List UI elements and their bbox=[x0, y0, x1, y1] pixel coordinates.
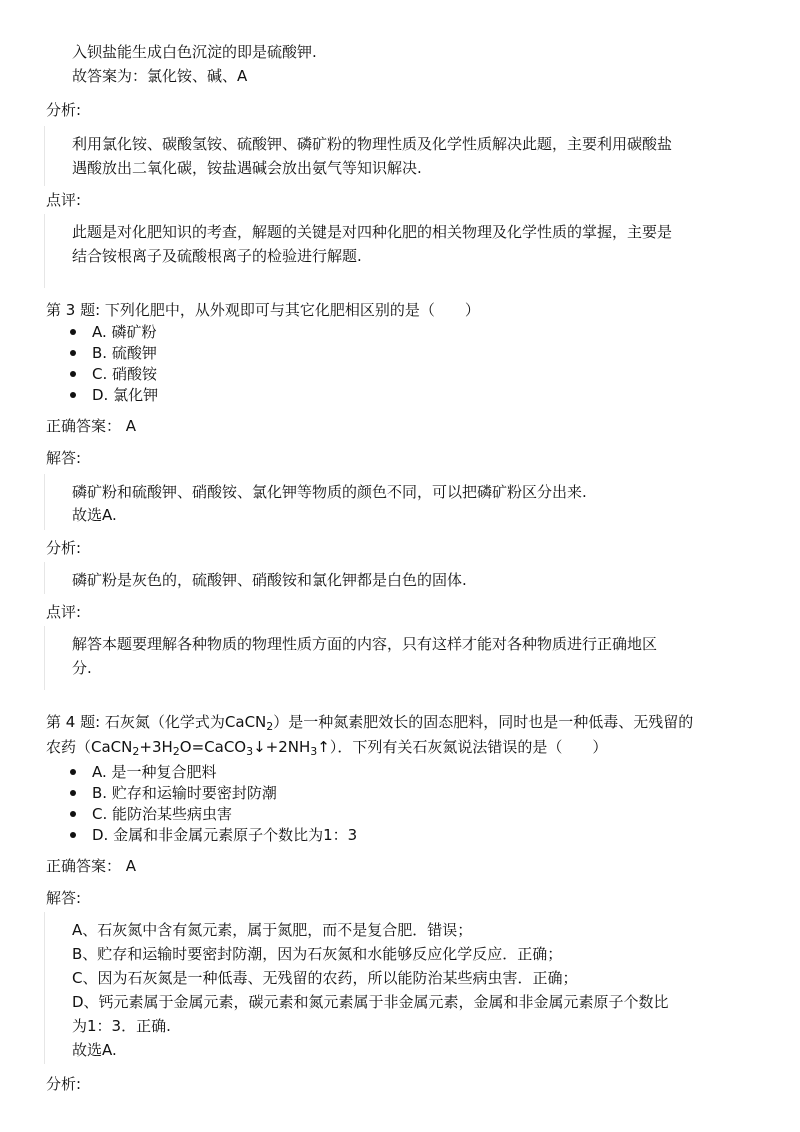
q4-solution-quote-bar bbox=[44, 912, 45, 1064]
q3-solution-quote-bar bbox=[44, 474, 45, 530]
q2-analysis-line-2: 遇酸放出二氧化碳，铵盐遇碱会放出氨气等知识解决. bbox=[72, 159, 422, 177]
q4-option-d-text: D. 金属和非金属元素原子个数比为1：3 bbox=[92, 826, 358, 844]
q3-option-d-text: D. 氯化钾 bbox=[92, 386, 159, 404]
q3-question: 第 3 题: 下列化肥中，从外观即可与其它化肥相区别的是（ ） bbox=[46, 301, 480, 319]
q2-analysis-quote-bar bbox=[44, 126, 45, 186]
q3-solution-line-1: 磷矿粉和硫酸钾、硝酸铵、氯化钾等物质的颜色不同，可以把磷矿粉区分出来. bbox=[72, 483, 587, 501]
q4-solution-line-5: 为1：3．正确. bbox=[72, 1017, 171, 1035]
q4-option-d bbox=[92, 823, 357, 847]
q4-q-sub1: 2 bbox=[266, 720, 274, 733]
q4-question-line-1 bbox=[46, 710, 693, 734]
q3-solution-line-2: 故选A. bbox=[72, 506, 117, 524]
q3-answer: 正确答案： A bbox=[46, 417, 137, 435]
q4-solution-label: 解答: bbox=[46, 889, 82, 907]
q4-solution-line-3: C、因为石灰氮是一种低毒、无残留的农药，所以能防治某些病虫害．正确； bbox=[72, 969, 578, 987]
q4-solution-line-2: B、贮存和运输时要密封防潮，因为石灰氮和水能够反应化学反应．正确； bbox=[72, 945, 563, 963]
q4-q2-part1: 农药（CaCN bbox=[46, 738, 133, 756]
q4-q2-sub1: 2 bbox=[132, 745, 140, 758]
q2-comment-line-1: 此题是对化肥知识的考查，解题的关键是对四种化肥的相关物理及化学性质的掌握，主要是 bbox=[72, 223, 673, 241]
q4-q2-sub3: 3 bbox=[246, 745, 254, 758]
q2-analysis-label: 分析: bbox=[46, 101, 82, 119]
q3-analysis-line-1: 磷矿粉是灰色的，硫酸钾、硝酸铵和氯化钾都是白色的固体. bbox=[72, 571, 467, 589]
q3-option-b-text: B. 硫酸钾 bbox=[92, 344, 157, 362]
q3-solution-label: 解答: bbox=[46, 449, 82, 467]
q2-comment-line-2: 结合铵根离子及硫酸根离子的检验进行解题. bbox=[72, 247, 362, 265]
q4-option-a-text: A. 是一种复合肥料 bbox=[92, 763, 217, 781]
q2-solution-line-2: 故答案为：氯化铵、碱、A bbox=[72, 67, 248, 85]
q4-option-b-text: B. 贮存和运输时要密封防潮 bbox=[92, 784, 277, 802]
q3-option-d bbox=[92, 383, 158, 407]
q4-solution-line-1: A、石灰氮中含有氮元素，属于氮肥，而不是复合肥．错误； bbox=[72, 921, 473, 939]
q2-solution-line-1: 入钡盐能生成白色沉淀的即是硫酸钾. bbox=[72, 43, 317, 61]
q4-q2-sub2: 2 bbox=[172, 745, 180, 758]
q3-option-c-text: C. 硝酸铵 bbox=[92, 365, 158, 383]
q2-comment-label: 点评: bbox=[46, 191, 82, 209]
q3-comment-line-1: 解答本题要理解各种物质的物理性质方面的内容，只有这样才能对各种物质进行正确地区 bbox=[72, 635, 658, 653]
q3-comment-line-2: 分. bbox=[72, 659, 92, 677]
q4-q-part1: 第 4 题: 石灰氮（化学式为CaCN bbox=[46, 713, 267, 731]
q2-analysis-line-1: 利用氯化铵、碳酸氢铵、硫酸钾、磷矿粉的物理性质及化学性质解决此题，主要利用碳酸盐 bbox=[72, 135, 673, 153]
q3-analysis-label: 分析: bbox=[46, 539, 82, 557]
q4-q2-sub4: 3 bbox=[310, 745, 318, 758]
q3-option-a-text: A. 磷矿粉 bbox=[92, 323, 157, 341]
q4-q2-part4: ↓+2NH bbox=[253, 738, 311, 756]
q4-answer: 正确答案： A bbox=[46, 857, 137, 875]
q4-solution-line-4: D、钙元素属于金属元素，碳元素和氮元素属于非金属元素，金属和非金属元素原子个数比 bbox=[72, 993, 669, 1011]
q4-q2-part2: +3H bbox=[139, 738, 173, 756]
q4-q2-part3: O=CaCO bbox=[179, 738, 247, 756]
q3-comment-label: 点评: bbox=[46, 603, 82, 621]
q4-q2-part5: ↑）．下列有关石灰氮说法错误的是（ ） bbox=[317, 738, 608, 756]
q3-analysis-quote-bar bbox=[44, 562, 45, 594]
q4-solution-line-6: 故选A. bbox=[72, 1041, 117, 1059]
q4-analysis-label: 分析: bbox=[46, 1075, 82, 1093]
q2-comment-quote-bar bbox=[44, 214, 45, 288]
q4-question-line-2 bbox=[46, 735, 607, 759]
q4-q-part2: ）是一种氮素肥效长的固态肥料，同时也是一种低毒、无残留的 bbox=[273, 713, 694, 731]
q3-comment-quote-bar bbox=[44, 626, 45, 690]
q4-option-c-text: C. 能防治某些病虫害 bbox=[92, 805, 233, 823]
